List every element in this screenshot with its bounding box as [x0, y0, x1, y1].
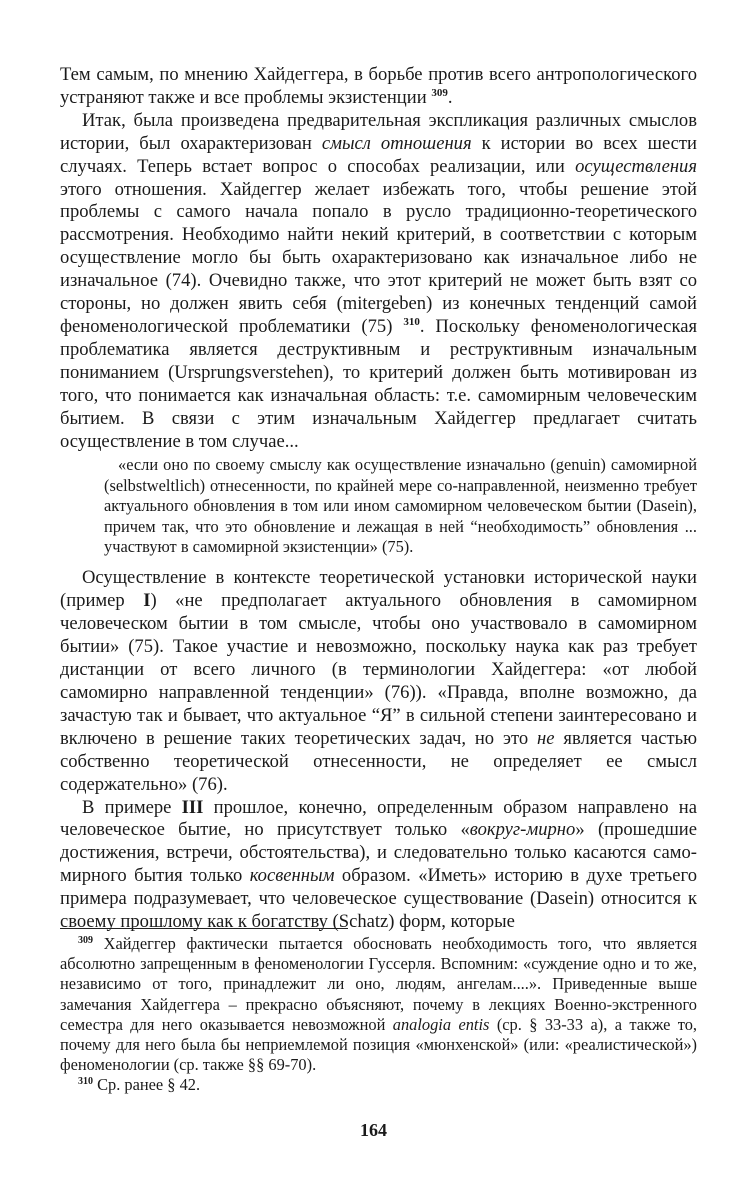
footnote-divider: [60, 928, 348, 929]
footnote-number-309: 309: [78, 935, 93, 946]
footnote-309-part-2: (ср. § 33-33 а), а также то, почему для него была бы неприемлемой позиция «мюнхенской» (или: «реалистической») феноменологии (ср. также §§ 69-70).: [60, 1014, 697, 1075]
footnote-310: [60, 1075, 697, 1095]
paragraph-1-tail: .: [447, 86, 453, 108]
paragraph-4-bold-1: III: [181, 796, 204, 818]
paragraph-2-part-1: Итак, была произведена предварительная экспликация различных смыслов истории, был охарактеризован: [60, 109, 697, 154]
footnote-310-text: Ср. ранее § 42.: [93, 1075, 201, 1095]
footnotes: [60, 934, 697, 1096]
paragraph-3-part-1: Осуществление в контексте теоретической установки исторической науки (пример: [60, 567, 697, 612]
paragraph-4-part-2: прошлое, конечно, определенным образом направлено на человеческое бытие, но присутствует только «: [60, 796, 698, 841]
paragraph-2-emphasis-2: осуществления: [575, 155, 697, 177]
page-number: 164: [360, 1120, 387, 1140]
paragraph-3: [60, 567, 697, 796]
paragraph-4: [60, 797, 697, 934]
paragraph-3-bold-1: I: [143, 590, 151, 612]
paragraph-1: [60, 64, 697, 110]
page-body: [60, 64, 697, 934]
footnote-309-emphasis: analogia entis: [392, 1014, 490, 1034]
footnote-number-310: 310: [78, 1076, 93, 1088]
footnote-ref-309[interactable]: 309: [431, 86, 448, 99]
paragraph-4-emphasis-2: косвенным: [249, 865, 335, 887]
footnote-309-part-1: Хайдеггер фактически пытается обосновать необходимость того, что является абсолютно запрещенным в феноменологии Гуссерля. Вспомним: «суждение одно и то же, независимо от того, принадлежит ли оно, людям, ангелам....». Приведенные выше замечания Хайдеггера – прекрасно объясняют, почему в лекциях Военно-экстренного семестра для него оказывается невозможной: [60, 934, 697, 1034]
footnote-ref-310[interactable]: 310: [403, 315, 420, 328]
paragraph-3-part-2: ) «не предполагает актуального обновления в самомирном человеческом бытии в том смысле, чтобы оно участвовало в самомирном бытии» (75). Такое участие и невозможно, поскольку наука как раз требует дистанции от всего личного (в терминологии Хайдеггера: «от любой самомирно направленной тенденции» (76)). «Правда, вполне возможно, да зачастую так и бывает, что актуальное “Я” в сильной степени заинтересовано и включено в решение таких теоретических задач, но это: [60, 590, 697, 749]
paragraph-4-part-3: » (прошедшие достижения, встречи, обстоятельства), и следовательно только касаются само-мирного бытия только: [60, 819, 697, 887]
paragraph-4-part-4: образом. «Иметь» историю в духе третьего примера подразумевает, что человеческое существование (Dasein) относится к своему прошлому как к богатству (Schatz) форм, которые: [60, 865, 697, 933]
block-quote: «если оно по своему смыслу как осуществление изначально (genuin) самомирной (selbstweltlich) отнесенности, по крайней мере со-направленной, неизменно требует актуального обновления в том или ином самомирном человеческом бытии (Dasein), причем так, что это обновление и лежащая в ней “необходимость” обновления ... участвуют в самомирной экзистенции» (75).: [104, 455, 697, 557]
paragraph-2-part-3: этого отношения. Хайдеггер желает избежать того, чтобы решение этой проблемы с самого начала попало в русло традиционно-теоретического рассмотрения. Необходимо найти некий критерий, в соответствии с которым осуществление могло бы быть охарактеризовано как изначальное либо не изначальное (74). Очевидно также, что этот критерий не может быть взят со стороны, но должен явить себя (mitergeben) из конечных тенденций самой феноменологической проблематики (75): [60, 178, 697, 337]
paragraph-3-part-3: является частью собственно теоретической отнесенности, не определяет ее смысл содержательно» (76).: [60, 727, 697, 795]
paragraph-4-emphasis-1: вокруг-мирно: [469, 819, 576, 841]
paragraph-1-text: Тем самым, по мнению Хайдеггера, в борьбе против всего антропологического устраняют также и все проблемы экзистенции: [60, 64, 697, 108]
paragraph-3-emphasis-1: не: [537, 727, 555, 749]
paragraph-2-part-4: . Поскольку феноменологическая проблематика является деструктивным и реструктивным изначальным пониманием (Ursprungsverstehen), то критерий должен быть мотивирован из того, что понимается как изначальная область: т.е. самомирным человеческим бытием. В связи с этим изначальным Хайдеггер предлагает считать осуществление в том случае...: [60, 315, 697, 452]
footnote-309: [60, 934, 697, 1075]
paragraph-4-part-1: В примере: [82, 796, 182, 818]
paragraph-2-part-2: к истории во всех шести случаях. Теперь встает вопрос о способах реализации, или: [60, 132, 698, 177]
paragraph-2: [60, 110, 697, 454]
paragraph-2-emphasis-1: смысл отношения: [321, 132, 472, 154]
